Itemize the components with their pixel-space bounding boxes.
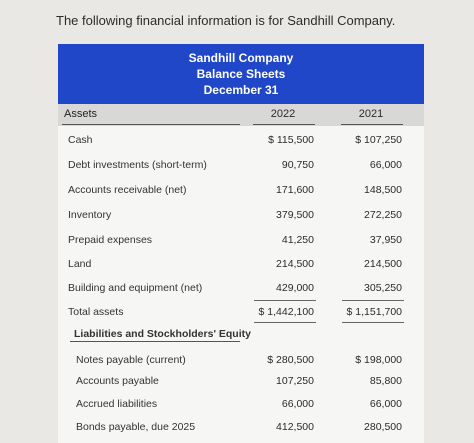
table-row (58, 205, 424, 227)
table-row (58, 180, 424, 202)
total-rule (254, 322, 316, 323)
value-2022: $ 1,442,100 (258, 306, 314, 318)
table-row (58, 254, 424, 276)
value-2021: $ 1,151,700 (346, 306, 402, 318)
row-label: Bonds payable, due 2025 (76, 421, 196, 433)
statement-date: December 31 (203, 83, 279, 97)
row-label: Accounts payable (76, 375, 159, 387)
value-2022: 90,750 (281, 159, 314, 171)
value-2021: 66,000 (369, 398, 402, 410)
subtotal-rule (254, 300, 316, 301)
row-label: Accounts receivable (net) (68, 184, 187, 196)
value-2022: 429,000 (276, 282, 314, 294)
row-label: Land (68, 258, 92, 270)
value-2021: 272,250 (364, 209, 402, 221)
subtotal-rule (342, 300, 404, 301)
assets-heading: Assets (64, 108, 98, 120)
value-2022: 66,000 (281, 398, 314, 410)
statement-title: Balance Sheets (196, 67, 286, 81)
table-row (58, 417, 424, 439)
value-2022: 107,250 (276, 375, 314, 387)
table-row (58, 230, 424, 252)
table-row (58, 278, 424, 300)
table-row (58, 350, 424, 372)
value-2021: $ 107,250 (355, 134, 402, 146)
column-header (58, 104, 424, 126)
value-2021: 85,800 (369, 375, 402, 387)
value-2021: 305,250 (364, 282, 402, 294)
row-label: Prepaid expenses (68, 234, 153, 246)
header-divider (62, 124, 240, 125)
row-label: Inventory (68, 209, 112, 221)
value-2021: 37,950 (369, 234, 402, 246)
row-label: Accrued liabilities (76, 398, 158, 410)
header-divider (253, 124, 315, 125)
value-2022: 379,500 (276, 209, 314, 221)
value-2022: 214,500 (276, 258, 314, 270)
total-row (58, 302, 424, 324)
table-row (58, 155, 424, 177)
year-2022-heading: 2022 (270, 108, 296, 120)
row-label: Building and equipment (net) (68, 282, 203, 294)
value-2022: 171,600 (276, 184, 314, 196)
value-2021: 148,500 (364, 184, 402, 196)
intro-text: The following financial information is for Sandhill Company. (56, 13, 396, 28)
row-label: Cash (68, 134, 93, 146)
row-label: Debt investments (short-term) (68, 159, 207, 171)
total-rule (342, 322, 404, 323)
value-2022: $ 115,500 (268, 134, 314, 146)
year-2021-heading: 2021 (358, 108, 384, 120)
balance-sheet (58, 44, 424, 443)
value-2021: 280,500 (364, 421, 402, 433)
section-divider (70, 341, 240, 342)
value-2022: 412,500 (276, 421, 314, 433)
company-name: Sandhill Company (188, 51, 294, 65)
section-header (58, 324, 424, 346)
value-2021: $ 198,000 (355, 354, 402, 366)
statement-banner (58, 44, 424, 104)
table-row (58, 371, 424, 393)
row-label: Notes payable (current) (76, 354, 186, 366)
value-2021: 214,500 (364, 258, 402, 270)
value-2022: 41,250 (281, 234, 314, 246)
header-divider (341, 124, 403, 125)
value-2022: $ 280,500 (267, 354, 314, 366)
row-label: Total assets (68, 306, 124, 318)
value-2021: 66,000 (369, 159, 402, 171)
liabilities-heading: Liabilities and Stockholders' Equity (74, 328, 251, 340)
table-row (58, 130, 424, 152)
table-row (58, 394, 424, 416)
